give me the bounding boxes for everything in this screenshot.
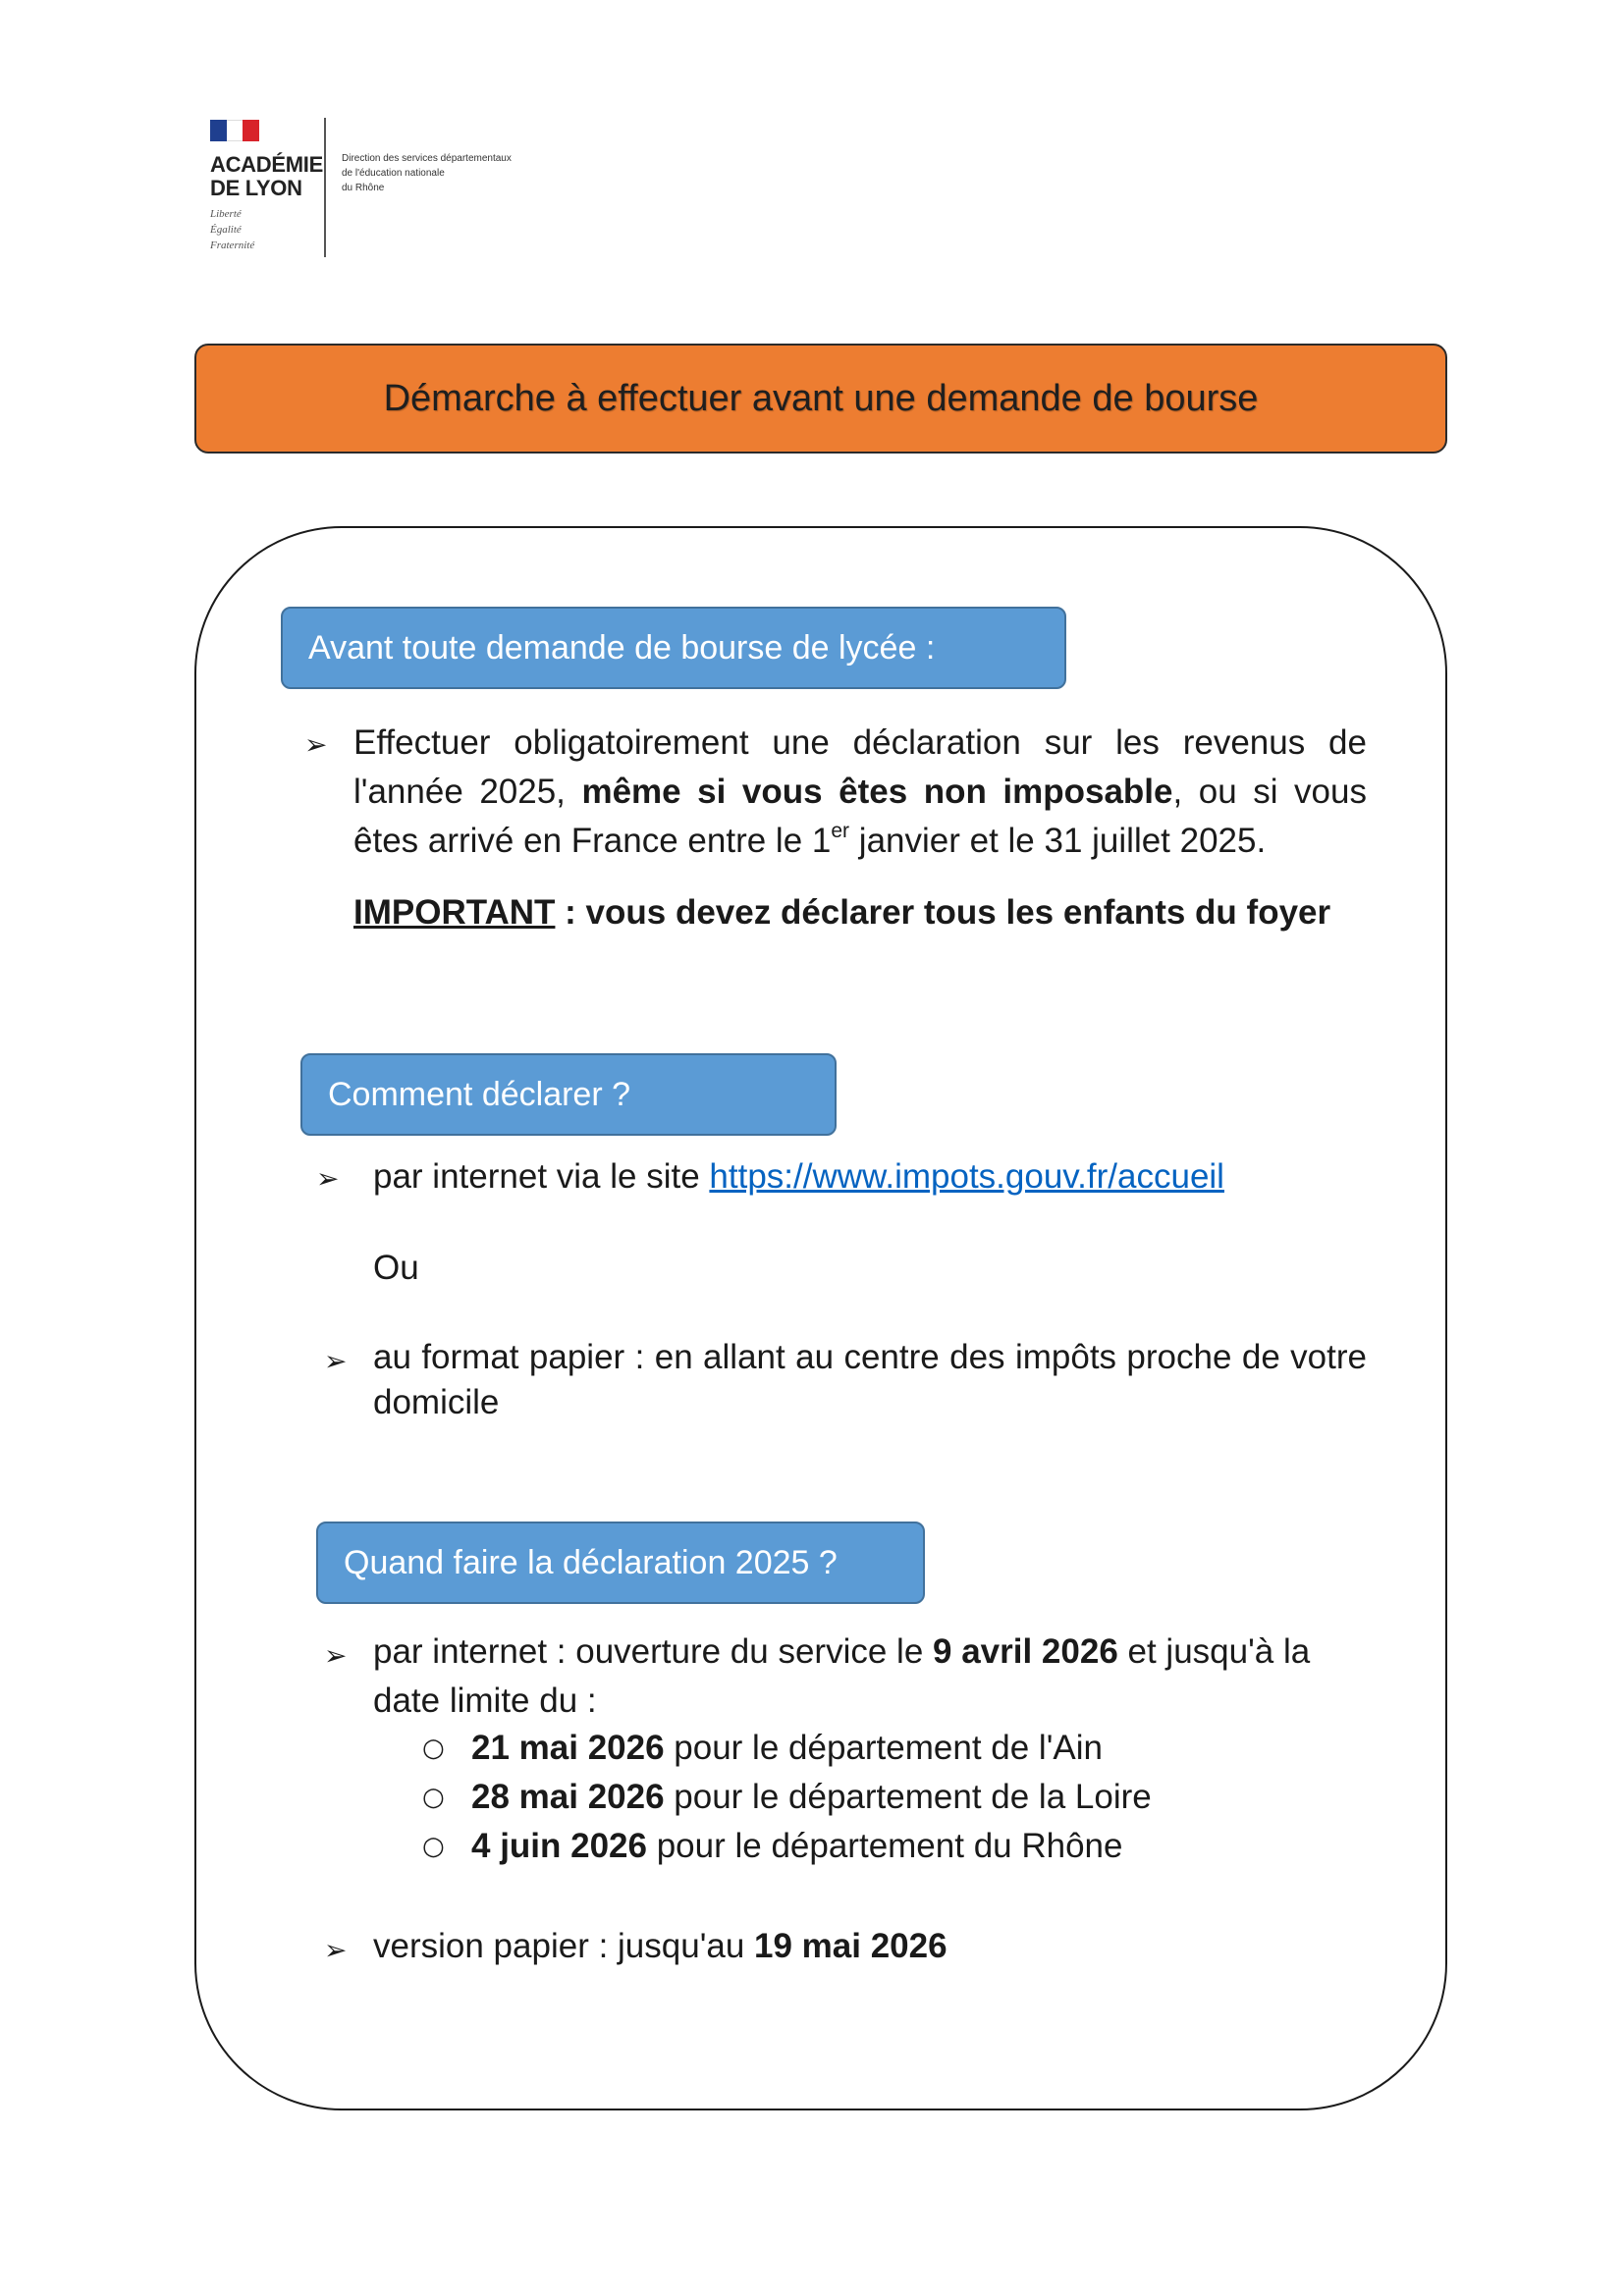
dsden-line-3: du Rhône [342,183,385,193]
dsden-label [342,151,548,195]
internet-deadline [373,1628,1367,1726]
important-notice [353,888,1375,937]
section-heading-when-to-declare [316,1522,925,1604]
academy-line-1: ACADÉMIE [210,152,323,177]
circle-bullet-icon: ○ [422,1832,445,1861]
declaration-text-c: , ou si vous êtes arrivé en France entre le 1 [353,773,1367,860]
arrowhead-bullet-icon: ➢ [324,1345,348,1377]
section1-heading-text: Avant toute demande de bourse de lycée : [308,628,936,667]
internet-option-text: par internet via le site [373,1157,710,1196]
page-title: Démarche à effectuer avant une demande de bourse [383,377,1259,419]
declaration-text-d: janvier et le 31 juillet 2025. [849,822,1267,860]
section-heading-before-request [281,607,1066,689]
declaration-paragraph [353,719,1367,866]
academie-logo [208,116,542,263]
internet-deadline-text-c: et jusqu'à la date limite du : [373,1632,1311,1720]
logo-divider [324,118,326,257]
paper-deadline-date: 19 mai 2026 [754,1927,947,1965]
marianne-flag-icon [210,120,259,141]
internet-deadline-text-a: par internet : ouverture du service le [373,1632,934,1671]
deadline-rhone [471,1822,1122,1871]
dsden-line-1: Direction des services départementaux [342,153,512,164]
dsden-line-2: de l'éducation nationale [342,168,445,179]
motto-egalite: Égalité [210,224,242,236]
deadline-ain-date: 21 mai 2026 [471,1729,665,1767]
declaration-text-a: Effectuer obligatoirement une déclaration sur les revenus de l'année 2025, [353,723,1367,811]
deadline-loire [471,1773,1152,1822]
paper-deadline [373,1922,947,1971]
deadline-loire-date: 28 mai 2026 [471,1778,665,1816]
arrowhead-bullet-icon: ➢ [316,1162,340,1195]
important-label: IMPORTANT [353,893,556,932]
impots-website-link[interactable]: https://www.impots.gouv.fr/accueil [709,1157,1224,1196]
deadline-loire-text: pour le département de la Loire [664,1778,1152,1816]
motto-liberte: Liberté [210,208,242,220]
arrowhead-bullet-icon: ➢ [324,1934,348,1966]
deadline-ain-text: pour le département de l'Ain [664,1729,1103,1767]
superscript-er: er [831,820,850,843]
arrowhead-bullet-icon: ➢ [324,1639,348,1672]
circle-bullet-icon: ○ [422,1734,445,1763]
paper-deadline-text: version papier : jusqu'au [373,1927,755,1965]
academy-line-2: DE LYON [210,176,302,200]
circle-bullet-icon: ○ [422,1783,445,1812]
internet-option [373,1152,1365,1201]
important-text: : vous devez déclarer tous les enfants du foyer [555,893,1331,932]
arrowhead-bullet-icon: ➢ [304,728,328,761]
motto-fraternite: Fraternité [210,240,255,251]
republic-motto [210,206,318,253]
section2-heading-text: Comment déclarer ? [328,1075,631,1113]
paper-option: au format papier : en allant au centre des impôts proche de votre domicile [373,1338,1367,1421]
academy-name [210,153,328,200]
non-imposable-emphasis: même si vous êtes non imposable [581,773,1173,811]
or-separator: Ou [373,1249,419,1287]
title-banner [194,344,1447,454]
deadline-rhone-text: pour le département du Rhône [646,1827,1123,1865]
opening-date: 9 avril 2026 [933,1632,1118,1671]
deadline-rhone-date: 4 juin 2026 [471,1827,647,1865]
section3-heading-text: Quand faire la déclaration 2025 ? [344,1543,838,1581]
deadline-ain [471,1724,1103,1773]
section-heading-how-to-declare [300,1053,837,1136]
